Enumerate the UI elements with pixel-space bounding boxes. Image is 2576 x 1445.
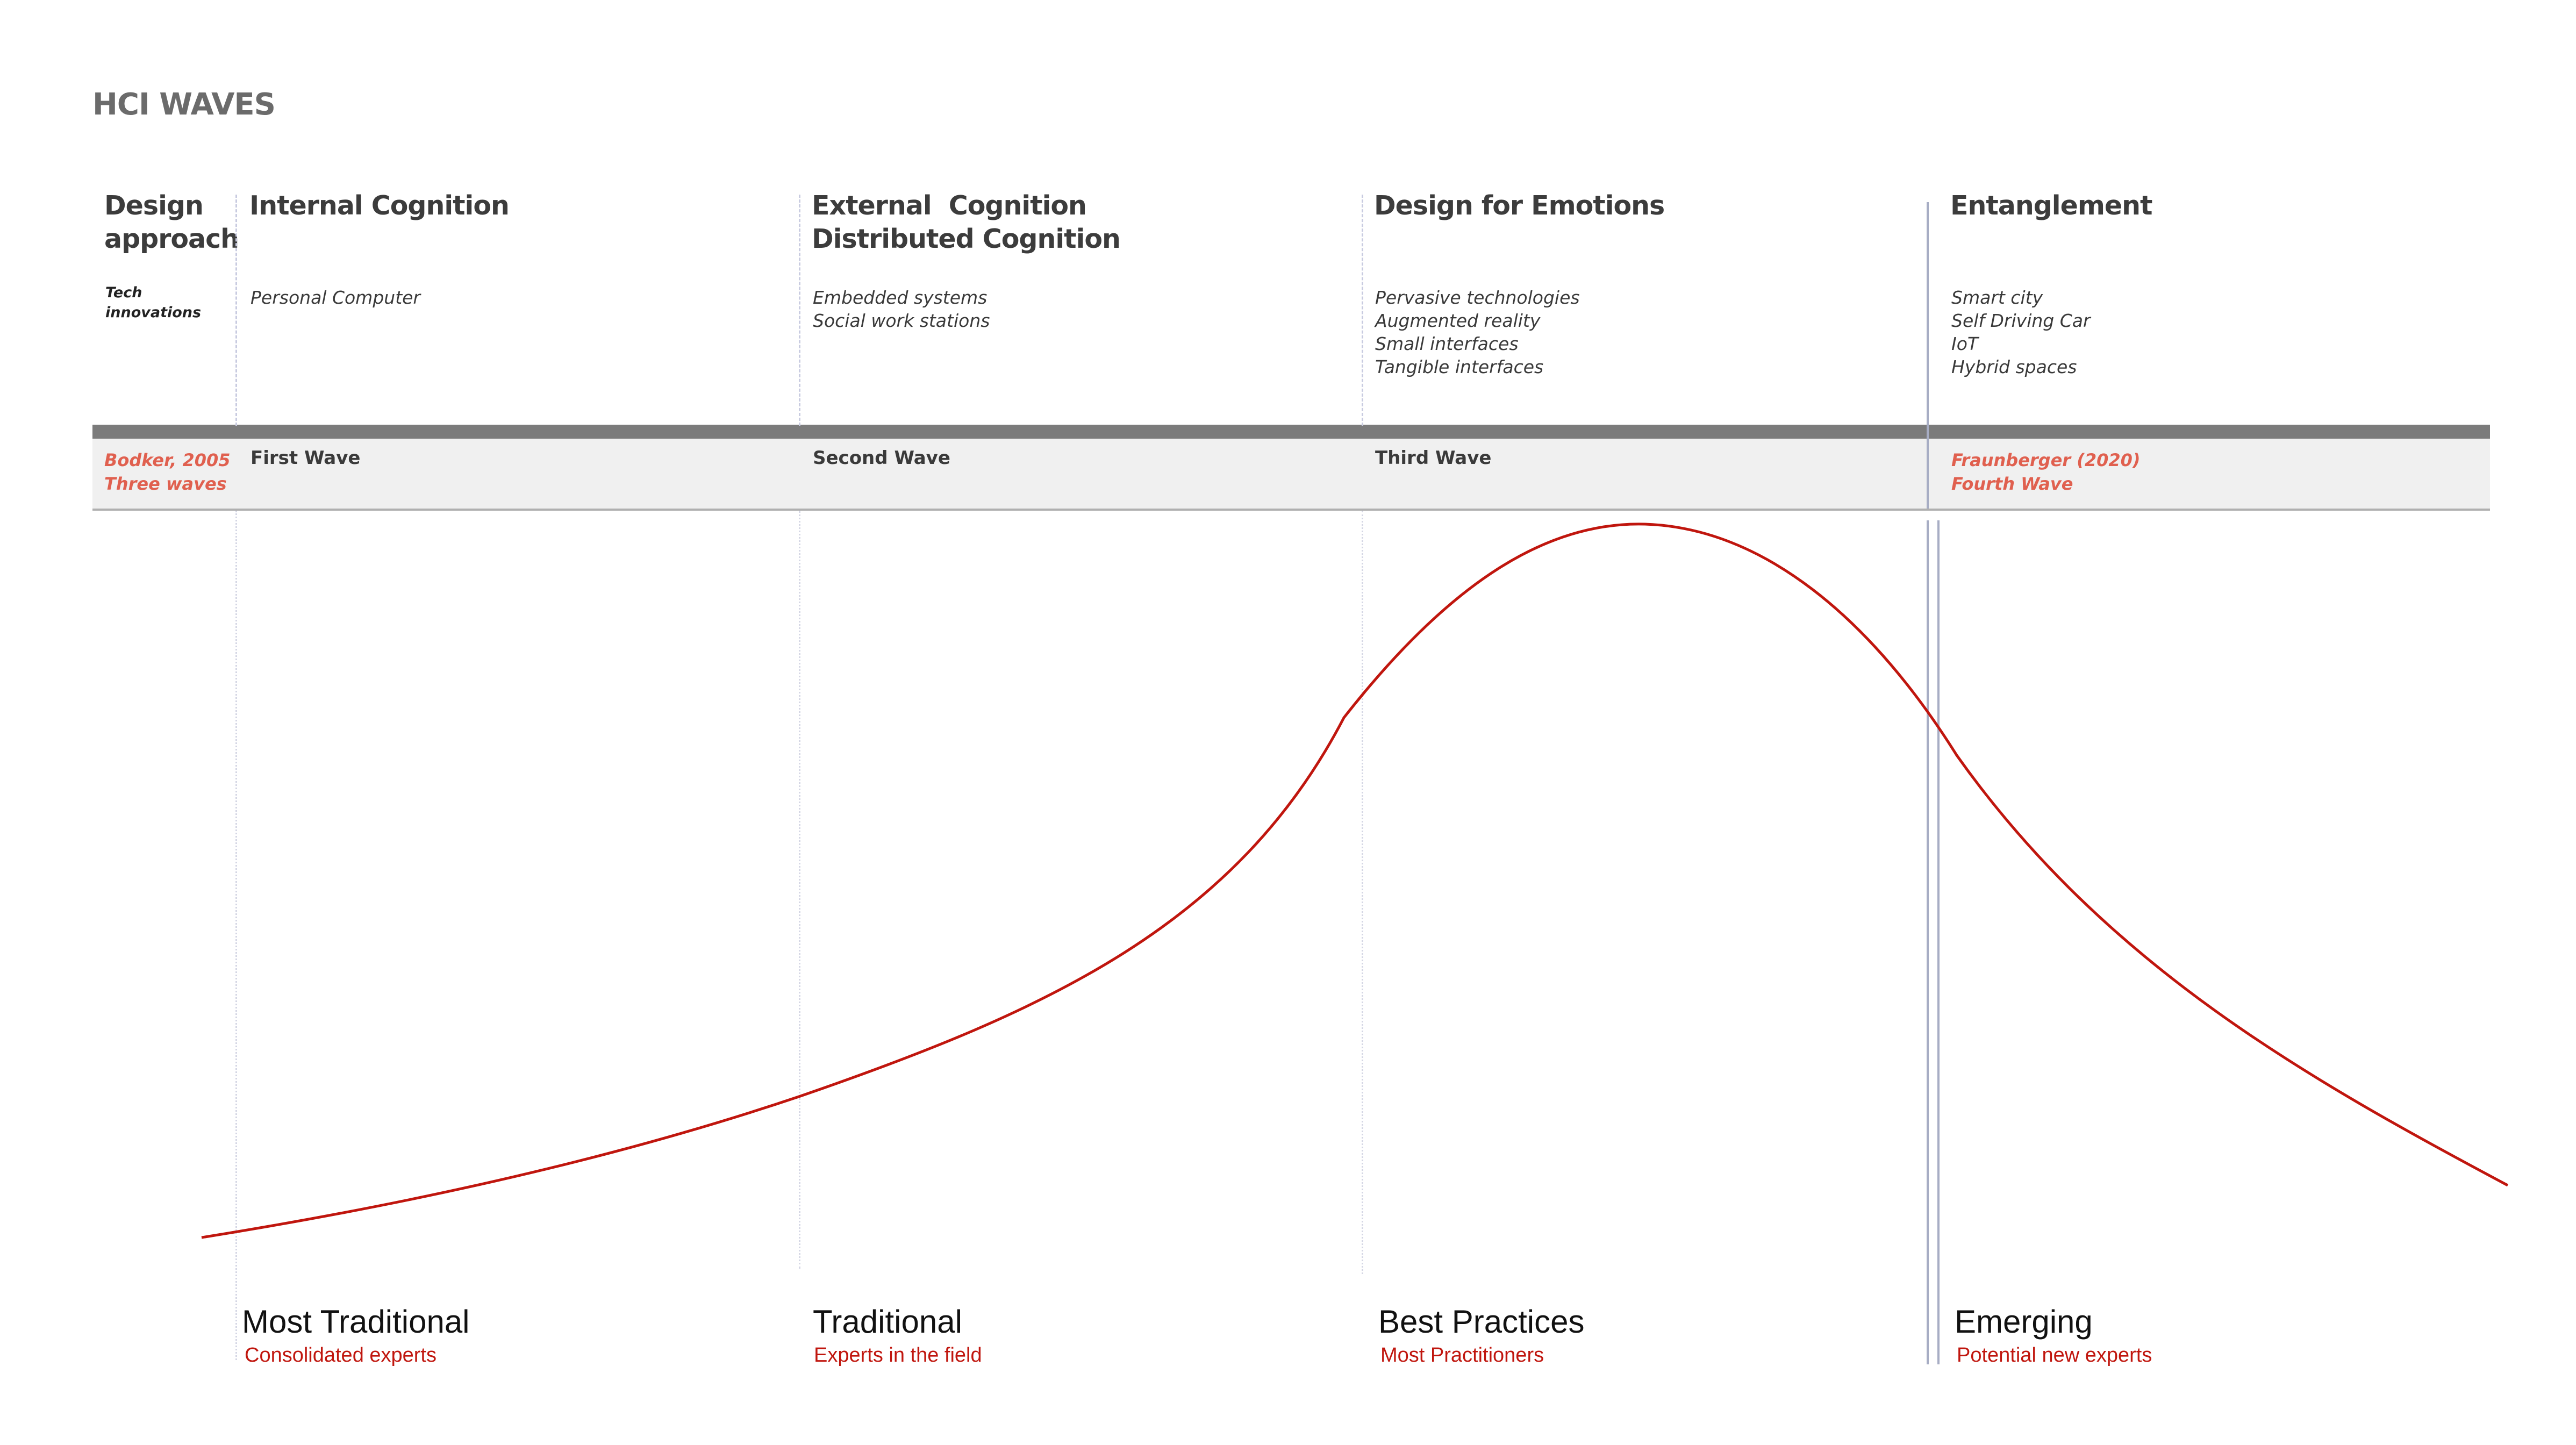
reference-line: Fraunberger (2020)	[1951, 450, 2141, 470]
page-title: HCI WAVES	[92, 87, 276, 122]
level-label-2: Traditional	[813, 1304, 962, 1340]
level-label-4: Emerging	[1955, 1304, 2093, 1340]
tech-item: Personal Computer	[251, 287, 420, 308]
reference-line: Bodker, 2005	[104, 450, 231, 470]
level-label-1: Most Traditional	[242, 1304, 470, 1340]
wave-label-2: Second Wave	[813, 447, 950, 469]
level-sub-2: Experts in the field	[814, 1344, 982, 1367]
tech-item: Pervasive technologies	[1375, 287, 1580, 308]
tech-item: Embedded systems	[813, 287, 988, 308]
reference-line: Three waves	[104, 474, 227, 494]
level-sub-4: Potential new experts	[1957, 1344, 2152, 1367]
adoption-curve	[202, 524, 2508, 1237]
reference-line: Fourth Wave	[1951, 474, 2073, 494]
tech-innovations-line-2: innovations	[105, 304, 202, 321]
column-heading-line: Internal Cognition	[249, 190, 509, 221]
level-sub-1: Consolidated experts	[245, 1344, 437, 1367]
wave-label-3: Third Wave	[1375, 447, 1492, 469]
design-approach-line-2: approach	[104, 224, 239, 254]
level-label-3: Best Practices	[1378, 1304, 1585, 1340]
tech-item: Augmented reality	[1375, 310, 1541, 331]
tech-item: Social work stations	[813, 310, 990, 331]
tech-innovations-line-1: Tech	[105, 284, 142, 301]
wave-label-1: First Wave	[251, 447, 361, 469]
tech-item: Small interfaces	[1375, 333, 1519, 354]
tech-item: Tangible interfaces	[1375, 356, 1544, 377]
tech-item: Smart city	[1951, 287, 2043, 308]
column-heading-line: Entanglement	[1950, 190, 2152, 221]
tech-item: Self Driving Car	[1951, 310, 2091, 331]
tech-item: Hybrid spaces	[1951, 356, 2077, 377]
tech-item: IoT	[1951, 333, 1979, 354]
column-heading-line: Distributed Cognition	[812, 224, 1120, 254]
column-heading-line: Design for Emotions	[1374, 190, 1665, 221]
design-approach-line-1: Design	[104, 190, 203, 221]
column-heading-line: External Cognition	[812, 190, 1086, 221]
level-sub-3: Most Practitioners	[1380, 1344, 1544, 1367]
